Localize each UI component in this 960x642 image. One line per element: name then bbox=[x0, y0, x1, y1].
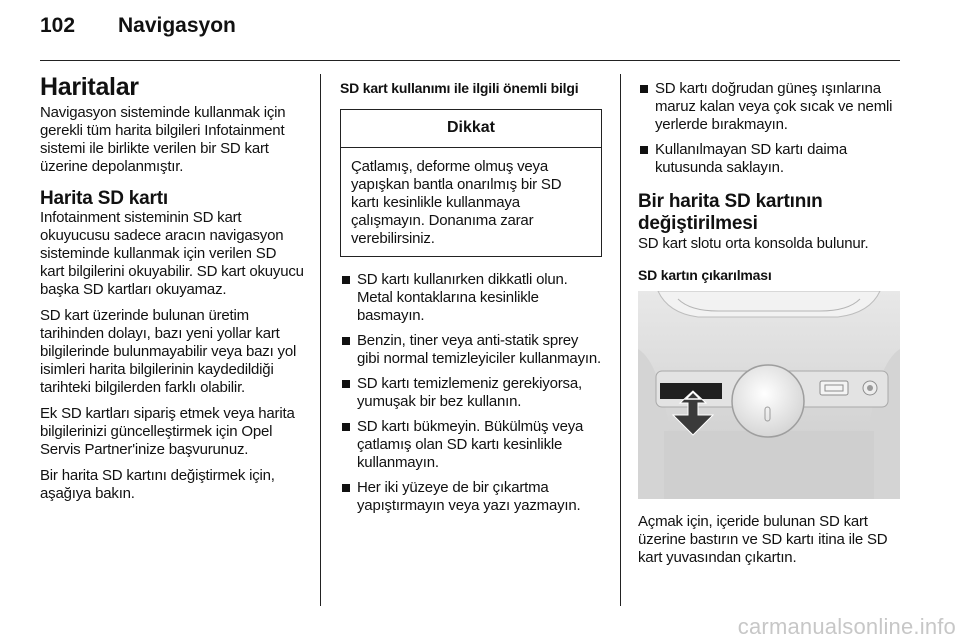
paragraph-sd-reader: Infotainment sisteminin SD kart okuyucusu sadece aracın navigasyon sisteminde kullanmak için verilen SD kart bilgilerini okuyabilir. SD kart okuyucu başka SD kartları okuyamaz. bbox=[40, 209, 304, 299]
heading-harita-sd-karti: Harita SD kartı bbox=[40, 187, 168, 209]
bullet-square-icon bbox=[640, 146, 648, 154]
paragraph-see-below: Bir harita SD kartını değiştirmek için, aşağıya bakın. bbox=[40, 467, 275, 503]
watermark: carmanualsonline.info bbox=[737, 614, 956, 639]
heading-haritalar: Haritalar bbox=[40, 73, 139, 101]
warning-box bbox=[340, 109, 602, 257]
paragraph-production-date: SD kart üzerinde bulunan üretim tarihinden dolayı, bazı yeni yollar kart bilgilerinde bulunmayabilir veya bazı yol isimleri harita bilgilerinin kaydedildiği tarihteki bilgilerden farklı olabilir. bbox=[40, 307, 297, 397]
section-title: Navigasyon bbox=[118, 14, 236, 37]
removal-caption: Açmak için, içeride bulunan SD kart üzerine bastırın ve SD kartı itina ile SD kart yuvasından çıkartın. bbox=[638, 513, 888, 567]
list-item: SD kartı kullanırken dikkatli olun. Metal kontaklarına kesinlikle basmayın. bbox=[340, 271, 602, 325]
bullet-square-icon bbox=[342, 484, 350, 492]
column-divider-right bbox=[620, 74, 621, 606]
column-divider-left bbox=[320, 74, 321, 606]
list-item: SD kartı bükmeyin. Bükülmüş veya çatlamış olan SD kartı kesinlikle kullanmayın. bbox=[340, 418, 602, 472]
sd-slot-illustration bbox=[638, 291, 900, 499]
column-right bbox=[638, 80, 900, 575]
warning-title: Dikkat bbox=[341, 110, 601, 148]
header-rule bbox=[40, 60, 900, 61]
paragraph-order-cards: Ek SD kartları sipariş etmek veya harita bilgilerinizi güncelleştirmek için Opel Servis Partner'inize başvurunuz. bbox=[40, 405, 295, 459]
intro-paragraph: Navigasyon sisteminde kullanmak için gerekli tüm harita bilgileri Infotainment sistemi ile birlikte verilen bir SD kart üzerine depolanmıştır. bbox=[40, 103, 286, 175]
bullet-square-icon bbox=[640, 85, 648, 93]
warning-text: Çatlamış, deforme olmuş veya yapışkan bantla onarılmış bir SD kartı kesinlikle kullanmaya çalışmayın. Donanıma zarar verebilirsiniz. bbox=[351, 157, 562, 247]
list-item: Kullanılmayan SD kartı daima kutusunda saklayın. bbox=[638, 141, 900, 177]
list-item: Her iki yüzeye de bir çıkartma yapıştırmayın veya yazı yazmayın. bbox=[340, 479, 602, 515]
column-middle bbox=[340, 80, 602, 522]
heading-sd-removal: SD kartın çıkarılması bbox=[638, 266, 772, 283]
bullet-square-icon bbox=[342, 276, 350, 284]
list-item: SD kartı temizlemeniz gerekiyorsa, yumuşak bir bez kullanın. bbox=[340, 375, 602, 411]
bullet-square-icon bbox=[342, 337, 350, 345]
bullet-square-icon bbox=[342, 380, 350, 388]
page-number: 102 bbox=[40, 14, 76, 37]
page-header bbox=[0, 0, 960, 62]
console-drawing bbox=[638, 291, 900, 499]
list-item: SD kartı doğrudan güneş ışınlarına maruz kalan veya çok sıcak ve nemli yerlerde bırakmayın. bbox=[638, 80, 900, 134]
heading-sd-usage-info: SD kart kullanımı ile ilgili önemli bilgi bbox=[340, 80, 579, 96]
storage-bullet-list bbox=[638, 80, 900, 177]
bullet-square-icon bbox=[342, 423, 350, 431]
paragraph-slot-location: SD kart slotu orta konsolda bulunur. bbox=[638, 234, 869, 252]
column-left bbox=[40, 74, 304, 503]
list-item: Benzin, tiner veya anti-statik sprey gibi normal temizleyiciler kullanmayın. bbox=[340, 332, 602, 368]
usage-bullet-list bbox=[340, 271, 602, 515]
heading-change-sd-card: Bir harita SD kartının değiştirilmesi bbox=[638, 191, 823, 234]
